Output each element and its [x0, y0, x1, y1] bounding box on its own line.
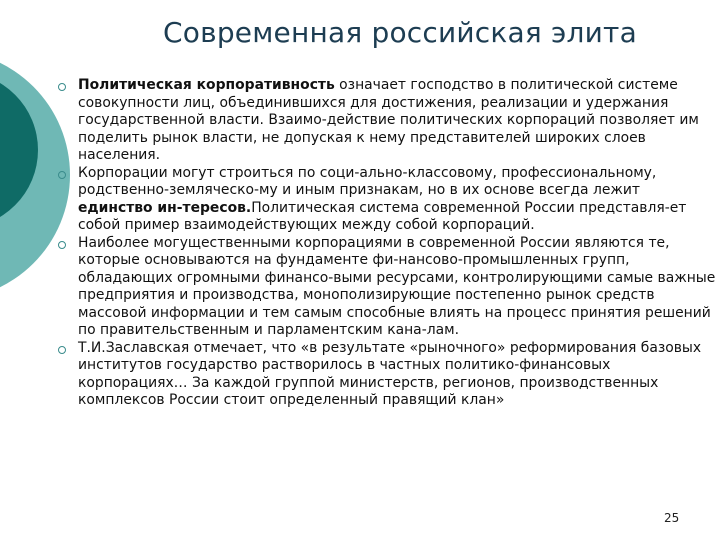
- slide-title: Современная российская элита: [163, 16, 637, 49]
- circle-bullet-icon: [58, 83, 66, 91]
- text-segment: Корпорации могут строиться по соци-ально-классовому, профессиональному, родственно-земляческо-му и иным признакам, но в их основе всегда лежит: [78, 164, 657, 198]
- list-item: [58, 165, 718, 235]
- circle-bullet-icon: [58, 241, 66, 249]
- bullet-list: [58, 77, 718, 410]
- circle-bullet-icon: [58, 171, 66, 179]
- item-text: [78, 340, 718, 410]
- list-item: [58, 340, 718, 410]
- circle-bullet-icon: [58, 346, 66, 354]
- bold-term: Политическая корпоративность: [78, 77, 335, 93]
- text-segment: Политическая система современной России представля-ет собой пример взаимодействующих между собой корпораций.: [78, 199, 687, 233]
- text-segment: Т.И.Заславская отмечает, что «в результате «рыночного» реформирования базовых институтов государство растворилось в частных политико-финансовых корпорациях… За каждой группой министерств, регионов, производственных комплексов России стоит определенный правящий клан»: [78, 339, 702, 408]
- page-number: 25: [664, 511, 680, 525]
- bold-term: единство ин-тересов.: [78, 199, 252, 216]
- item-text: [78, 165, 718, 235]
- item-text: [78, 77, 718, 165]
- item-text: [78, 235, 718, 340]
- text-segment: Наиболее могущественными корпорациями в современной России являются те, которые основываются на фундаменте фи-нансово-промышленных групп, обладающих огромными финансо-выми ресурсами, контролирующими самые важные предприятия и производства, монополизирующие постепенно рынок средств массовой информации и тем самым способные влиять на процесс принятия решений по правительственным и парламентским кана-лам.: [78, 234, 716, 338]
- list-item: [58, 235, 718, 340]
- list-item: [58, 77, 718, 165]
- text-segment: означает господство в политической системе совокупности лиц, объединившихся для достижения, реализации и удержания государственной власти. Взаимо-действие политических корпораций позволяет им поделить рынок власти, не допуская к нему представителей широких слоев населения.: [78, 77, 699, 163]
